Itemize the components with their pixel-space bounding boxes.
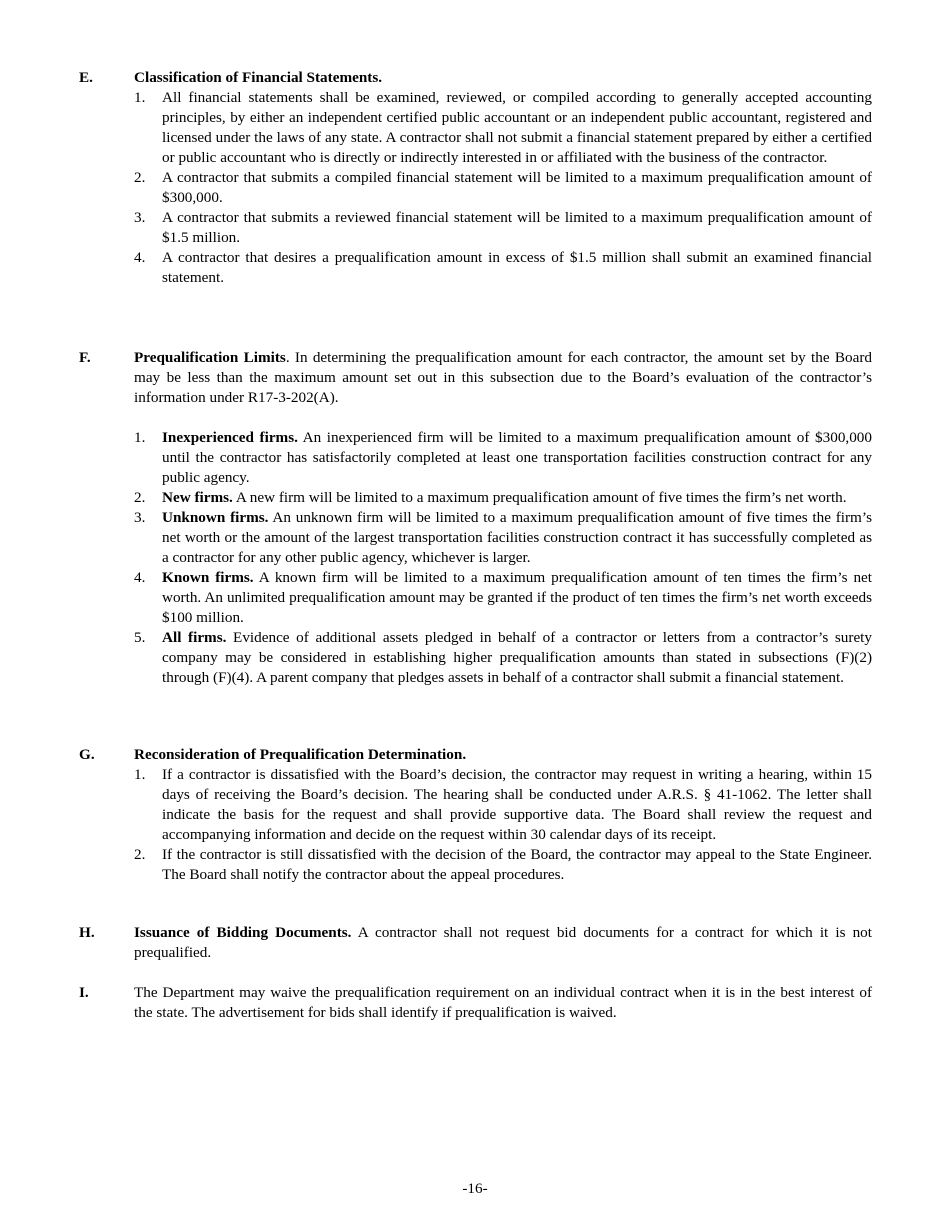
list-item: 1. Inexperienced firms. An inexperienced firm will be limited to a maximum prequalification amount of $300,000 until the contractor has satisfactorily completed at least one transportation facilities construction contract for any public agency. bbox=[134, 429, 872, 486]
list-item: 3. A contractor that submits a reviewed financial statement will be limited to a maximum prequalification amount of $1.5 million. bbox=[134, 209, 872, 246]
list-item: 1. If a contractor is dissatisfied with the Board’s decision, the contractor may request in writing a hearing, within 15 days of receiving the Board’s decision. The hearing shall be conducted under A.R.S. § 41-1062. The letter shall indicate the basis for the request and shall provide supportive data. The Board shall review the request and accompanying information and decide on the request within 30 calendar days of its receipt. bbox=[134, 766, 872, 843]
section-i-body: The Department may waive the prequalification requirement on an individual contract when it is in the best interest of the state. The advertisement for bids shall identify if prequalification is waived. bbox=[134, 984, 872, 1021]
list-item: 4. A contractor that desires a prequalification amount in excess of $1.5 million shall submit an examined financial statement. bbox=[134, 249, 872, 286]
section-i-letter: I. bbox=[79, 984, 89, 1001]
section-g-title: Reconsideration of Prequalification Determination. bbox=[134, 746, 467, 763]
list-item: 2. If the contractor is still dissatisfied with the decision of the Board, the contractor may appeal to the State Engineer. The Board shall notify the contractor about the appeal procedures. bbox=[134, 846, 872, 883]
section-e-title: Classification of Financial Statements. bbox=[134, 69, 383, 86]
list-item: 1. All financial statements shall be examined, reviewed, or compiled according to generally accepted accounting principles, by either an independent certified public accountant or an independent public accountant, registered and licensed under the laws of any state. A contractor shall not submit a financial statement prepared by either a certified or public accountant who is directly or indirectly interested in or affiliated with the business of the contractor. bbox=[134, 89, 872, 166]
section-e-body bbox=[134, 68, 872, 288]
section-g-letter: G. bbox=[79, 746, 95, 763]
section-f-title: Prequalification Limits bbox=[134, 349, 286, 366]
list-item: 4. Known firms. A known firm will be limited to a maximum prequalification amount of ten times the firm’s net worth. An unlimited prequalification amount may be granted if the product of ten times the firm’s net worth exceeds $100 million. bbox=[134, 569, 872, 626]
page-number: -16- bbox=[462, 1180, 488, 1197]
section-f-body bbox=[134, 348, 872, 688]
section-f-list bbox=[134, 428, 872, 688]
list-item: 5. All firms. Evidence of additional assets pledged in behalf of a contractor or letters from a contractor’s surety company may be considered in establishing higher prequalification amounts than stated in subsections (F)(2) through (F)(4). A parent company that pledges assets in behalf of a contractor shall submit a financial statement. bbox=[134, 629, 872, 686]
section-e-list bbox=[134, 88, 872, 288]
section-f-letter: F. bbox=[79, 349, 91, 366]
section-h-letter: H. bbox=[79, 924, 95, 941]
section-h-body: Issuance of Bidding Documents. A contractor shall not request bid documents for a contract for which it is not prequalified. bbox=[134, 924, 872, 961]
list-item: 3. Unknown firms. An unknown firm will be limited to a maximum prequalification amount of five times the firm’s net worth or the amount of the largest transportation facilities construction contract it has successfully completed as a contractor for any other public agency, whichever is larger. bbox=[134, 509, 872, 566]
section-g-body bbox=[134, 745, 872, 885]
section-g-list bbox=[134, 765, 872, 885]
list-item: 2. New firms. A new firm will be limited to a maximum prequalification amount of five times the firm’s net worth. bbox=[134, 489, 847, 506]
section-h-title: Issuance of Bidding Documents. bbox=[134, 924, 352, 941]
section-e-letter: E. bbox=[79, 69, 93, 86]
list-item: 2. A contractor that submits a compiled financial statement will be limited to a maximum prequalification amount of $300,000. bbox=[134, 169, 872, 206]
section-f-intro: Prequalification Limits. In determining the prequalification amount for each contractor, the amount set by the Board may be less than the maximum amount set out in this subsection due to the Board’s evaluation of the contractor’s information under R17-3-202(A). bbox=[134, 349, 872, 406]
